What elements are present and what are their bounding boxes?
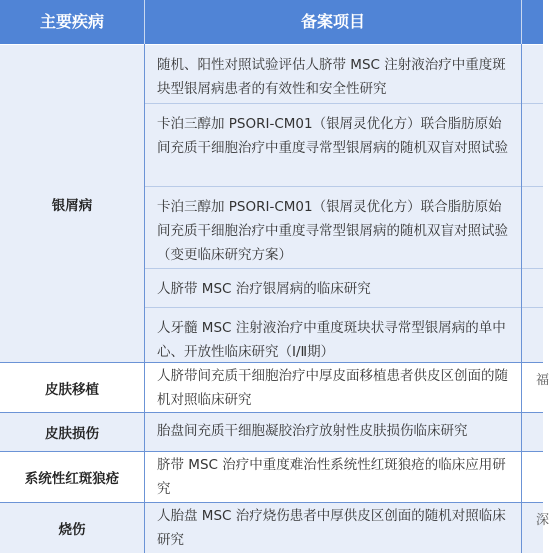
project-cell: 人胎盘 MSC 治疗烧伤患者中厚供皮区创面的随机对照临床研究 [145, 503, 521, 553]
group-lupus [0, 452, 543, 502]
right-column [522, 503, 549, 553]
disease-label: 银屑病 [0, 45, 144, 362]
group-psoriasis [0, 45, 543, 362]
group-skin-injury [0, 413, 543, 451]
row-divider [145, 307, 543, 308]
project-cell: 胎盘间充质干细胞凝胶治疗放射性皮肤损伤临床研究 [145, 413, 521, 451]
project-cell: 人牙髓 MSC 注射液治疗中重度斑块状寻常型银屑病的单中心、开放性临床研究（Ⅰ/Ⅱ期） [145, 308, 521, 362]
column-divider [521, 44, 522, 553]
column-divider [144, 44, 145, 553]
right-column [522, 452, 543, 502]
disease-label: 皮肤损伤 [0, 413, 144, 451]
header-disease: 主要疾病 [39, 12, 104, 31]
row-divider [145, 268, 543, 269]
right-fragment: 深 [536, 513, 549, 528]
row-divider [145, 186, 543, 187]
row-divider [145, 103, 543, 104]
right-column [522, 363, 549, 412]
project-cell: 随机、阳性对照试验评估人脐带 MSC 注射液治疗中重度斑块型银屑病患者的有效性和安全性研究 [145, 45, 521, 103]
group-burn [0, 503, 549, 553]
table-header [0, 0, 543, 44]
header-project: 备案项目 [300, 12, 365, 31]
disease-label: 烧伤 [0, 503, 144, 553]
group-skin-graft [0, 363, 549, 412]
right-fragment: 福 [536, 373, 549, 388]
disease-label: 系统性红斑狼疮 [0, 452, 144, 502]
project-cell: 卡泊三醇加 PSORI-CM01（银屑灵优化方）联合脂肪原始间充质干细胞治疗中重度寻常型银屑病的随机双盲对照试验（变更临床研究方案） [145, 187, 521, 268]
project-cell: 人脐带间充质干细胞治疗中厚皮面移植患者供皮区创面的随机对照临床研究 [145, 363, 521, 412]
disease-label: 皮肤移植 [0, 363, 144, 412]
right-column [522, 45, 543, 362]
project-cell: 脐带 MSC 治疗中重度难治性系统性红斑狼疮的临床应用研究 [145, 452, 521, 502]
header-divider [521, 0, 522, 44]
project-cell: 人脐带 MSC 治疗银屑病的临床研究 [145, 269, 521, 307]
right-column [522, 413, 543, 451]
project-cell: 卡泊三醇加 PSORI-CM01（银屑灵优化方）联合脂肪原始间充质干细胞治疗中重度寻常型银屑病的随机双盲对照试验 [145, 104, 521, 186]
